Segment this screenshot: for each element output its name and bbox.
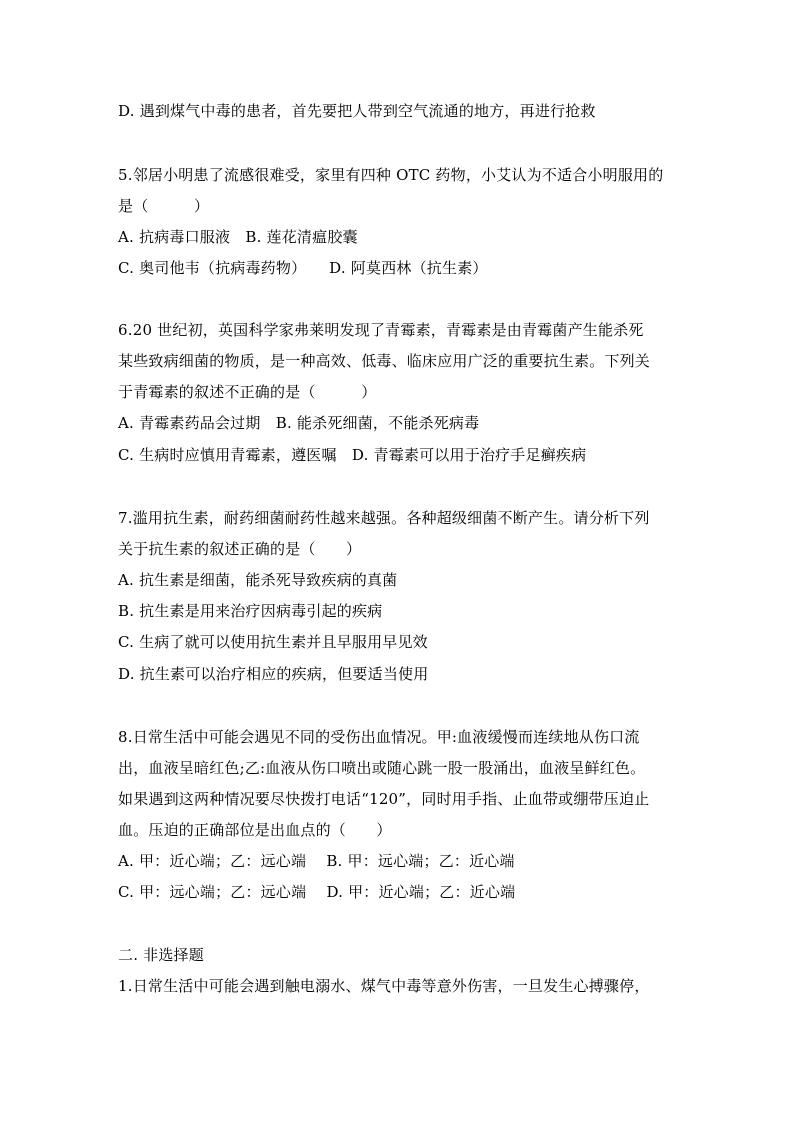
question-5-options-cd: C. 奥司他韦（抗病毒药物） D. 阿莫西林（抗生素） <box>118 259 488 277</box>
question-6-stem-line-2: 某些致病细菌的物质，是一种高效、低毒、临床应用广泛的重要抗生素。下列关 <box>118 352 651 370</box>
question-7-option-a: A. 抗生素是细菌，能杀死导致疾病的真菌 <box>118 571 398 589</box>
non-choice-question-1-line-1: 1.日常生活中可能会遇到触电溺水、煤气中毒等意外伤害，一旦发生心搏骤停， <box>118 977 650 995</box>
question-7-stem-line-1: 7.滥用抗生素，耐药细菌耐药性越来越强。各种超级细菌不断产生。请分析下列 <box>118 509 650 527</box>
question-8-stem-line-2: 出，血液呈暗红色;乙:血液从伤口喷出或随心跳一股一股涌出，血液呈鲜红色。 <box>118 759 646 777</box>
question-8-stem-line-4: 血。压迫的正确部位是出血点的（ ） <box>118 821 392 839</box>
question-7-stem-line-2: 关于抗生素的叙述正确的是（ ） <box>118 540 362 558</box>
question-8-options-cd: C. 甲：远心端；乙：远心端 D. 甲：近心端；乙：近心端 <box>118 883 516 901</box>
question-5-options-ab: A. 抗病毒口服液 B. 莲花清瘟胶囊 <box>118 228 358 246</box>
question-6-stem-line-1: 6.20 世纪初，英国科学家弗莱明发现了青霉素，青霉素是由青霉菌产生能杀死 <box>118 321 644 339</box>
question-8-stem-line-3: 如果遇到这两种情况要尽快拨打电话“120”，同时用手指、止血带或绷带压迫止 <box>118 790 650 808</box>
question-8-stem-line-1: 8.日常生活中可能会遇见不同的受伤出血情况。甲:血液缓慢而连续地从伤口流 <box>118 728 640 746</box>
question-7-option-d: D. 抗生素可以治疗相应的疾病，但要适当使用 <box>118 665 429 683</box>
question-8-options-ab: A. 甲：近心端；乙：远心端 B. 甲：远心端；乙：近心端 <box>118 852 515 870</box>
question-6-options-cd: C. 生病时应慎用青霉素，遵医嘱 D. 青霉素可以用于治疗手足癣疾病 <box>118 446 587 464</box>
question-6-options-ab: A. 青霉素药品会过期 B. 能杀死细菌，不能杀死病毒 <box>118 414 480 432</box>
option-d-q4: D. 遇到煤气中毒的患者，首先要把人带到空气流通的地方，再进行抢救 <box>118 102 596 120</box>
question-5-stem-line-2: 是（ ） <box>118 197 210 215</box>
question-7-option-c: C. 生病了就可以使用抗生素并且早服用早见效 <box>118 633 428 651</box>
question-5-stem-line-1: 5.邻居小明患了流感很难受，家里有四种 OTC 药物，小艾认为不适合小明服用的 <box>118 166 664 184</box>
question-6-stem-line-3: 于青霉素的叙述不正确的是（ ） <box>118 383 377 401</box>
section-heading-non-choice: 二. 非选择题 <box>118 946 204 964</box>
question-7-option-b: B. 抗生素是用来治疗因病毒引起的疾病 <box>118 602 383 620</box>
